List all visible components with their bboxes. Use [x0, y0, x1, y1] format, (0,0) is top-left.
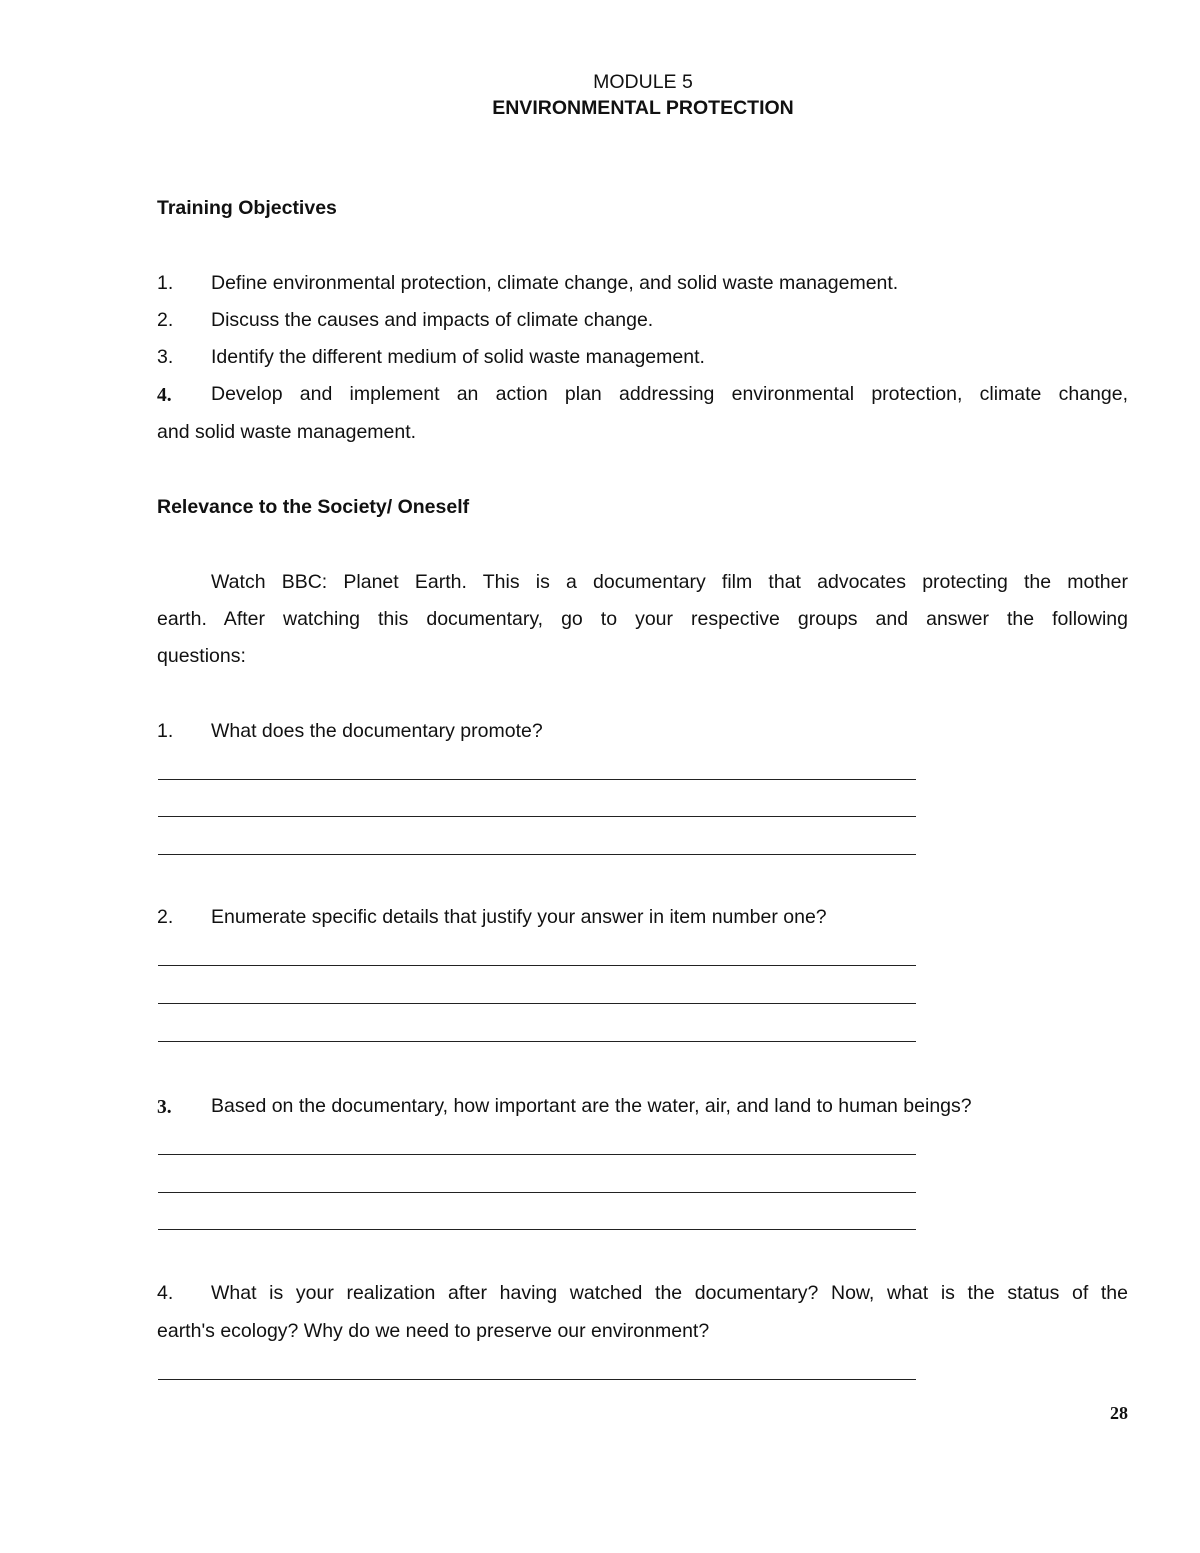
objective-number: 2.: [157, 309, 174, 331]
answer-line[interactable]: [158, 1379, 916, 1380]
relevance-paragraph-line: questions:: [157, 645, 246, 667]
question-text: What is your realization after having watched the documentary? Now, what is the status of the: [211, 1282, 1128, 1304]
page-title: ENVIRONMENTAL PROTECTION: [492, 97, 794, 119]
question-number: 4.: [157, 1282, 174, 1304]
objective-text-continuation: and solid waste management.: [157, 421, 417, 443]
relevance-paragraph-line: Watch BBC: Planet Earth. This is a documentary film that advocates protecting the mother: [211, 571, 1128, 593]
answer-line[interactable]: [158, 1229, 916, 1230]
page-number: 28: [1110, 1403, 1128, 1423]
question-number: 3.: [157, 1097, 172, 1118]
relevance-paragraph-line: earth. After watching this documentary, go to your respective groups and answer the following: [157, 608, 1128, 630]
question-text: What does the documentary promote?: [211, 720, 543, 742]
relevance-heading: Relevance to the Society/ Oneself: [157, 496, 470, 518]
question-text: Enumerate specific details that justify your answer in item number one?: [211, 906, 827, 928]
answer-line[interactable]: [158, 1003, 916, 1004]
answer-line[interactable]: [158, 779, 916, 780]
answer-line[interactable]: [158, 816, 916, 817]
objective-number: 3.: [157, 346, 174, 368]
training-objectives-heading: Training Objectives: [157, 197, 337, 219]
objective-number: 1.: [157, 272, 174, 294]
question-text-continuation: earth's ecology? Why do we need to preserve our environment?: [157, 1320, 710, 1342]
objective-text: Discuss the causes and impacts of climate change.: [211, 309, 654, 331]
objective-text: Identify the different medium of solid waste management.: [211, 346, 705, 368]
answer-line[interactable]: [158, 1154, 916, 1155]
answer-line[interactable]: [158, 1192, 916, 1193]
objective-number: 4.: [157, 385, 172, 406]
question-number: 2.: [157, 906, 174, 928]
answer-line[interactable]: [158, 965, 916, 966]
objective-text: Define environmental protection, climate change, and solid waste management.: [211, 272, 899, 294]
question-number: 1.: [157, 720, 174, 742]
question-text: Based on the documentary, how important are the water, air, and land to human beings?: [211, 1095, 972, 1117]
objective-text: Develop and implement an action plan addressing environmental protection, climate change,: [211, 383, 1128, 405]
module-label: MODULE 5: [593, 71, 693, 93]
answer-line[interactable]: [158, 1041, 916, 1042]
answer-line[interactable]: [158, 854, 916, 855]
